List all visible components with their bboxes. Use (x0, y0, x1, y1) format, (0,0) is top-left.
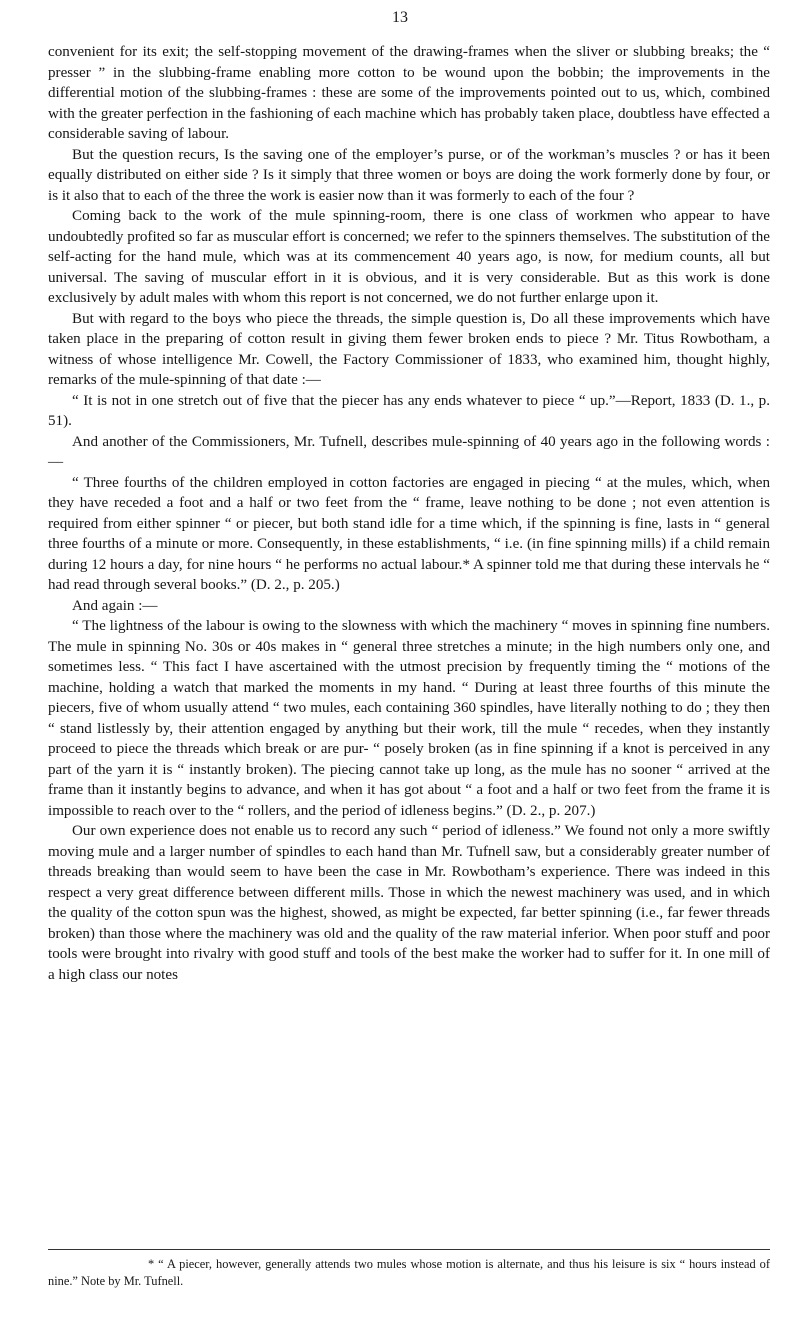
quotation-tufnell-2: “ The lightness of the labour is owing to the slowness with which the machinery “ moves in spinning fine numbers. The mule in spinning No. 30s or 40s makes in “ general three stretches a minute; in the high numbers only one, and sometimes less. “ This fact I have ascertained with the utmost precision by frequently timing the “ motions of the machine, holding a watch that marked the moments in my hand. “ During at least three fourths of this minute the piecers, five of whom usually attend “ two mules, each containing 360 spindles, have literally nothing to do ; they then “ stand listlessly by, their attention engaged by anything but their work, till the mule “ recedes, when they instantly proceed to piece the threads which break or are pur- “ posely broken (as in fine spinning if a knot is perceived in any part of the yarn it is “ instantly broken). The piecing cannot take up long, as the mule has no sooner “ arrived at the frame than it instantly begins to advance, and when it has got about “ a foot and a half or two feet from the frame it is impossible to reach over to the “ rollers, and the period of idleness begins.” (D. 2., p. 207.) (48, 618, 770, 819)
paragraph-1: convenient for its exit; the self-stopping movement of the drawing-frames when the sliver or slubbing breaks; the “ presser ” in the slubbing-frame enabling more cotton to be wound upon the bobbin; the improvements in the differential motion of the slubbing-frames : these are some of the improvements pointed out to us, which, combined with the greater perfection in the fashioning of each machine which has probably taken place, doubtless have effected a considerable saving of labour. (48, 44, 770, 142)
quotation-rowbotham: “ It is not in one stretch out of five that the piecer has any ends whatever to piece “ up.”—Report, 1833 (D. 1., p. 51). (48, 392, 770, 429)
paragraph-3: Coming back to the work of the mule spinning-room, there is one class of workmen who appear to have undoubtedly profited so far as muscular effort is concerned; we refer to the spinners themselves. The substitution of the self-acting for the hand mule, which was at its commencement 40 years ago, is now, for medium counts, all but universal. The saving of muscular effort in it is obvious, and it is very considerable. But as this work is done exclusively by adult males with whom this report is not concerned, we do not further enlarge upon it. (48, 208, 770, 306)
footnote-text: * “ A piecer, however, generally attends two mules whose motion is alternate, and thus his leisure is six “ hours instead of nine.” Note by Mr. Tufnell. (48, 1257, 770, 1288)
paragraph-2: But the question recurs, Is the saving one of the employer’s purse, or of the workman’s muscles ? or has it been equally distributed on either side ? Is it simply that three women or boys are doing the work formerly done by four, or is it also that to each of the three the work is easier now than it was formerly to each of the four ? (48, 146, 770, 204)
paragraph-5: And another of the Commissioners, Mr. Tufnell, describes mule-spinning of 40 years ago in the following words :— (48, 433, 770, 470)
paragraph-7: Our own experience does not enable us to record any such “ period of idleness.” We found not only a more swiftly moving mule and a larger number of spindles to each hand than Mr. Tufnell saw, but a considerably greater number of threads breaking than would seem to have been the case in Mr. Rowbotham’s experience. There was indeed in this respect a very great difference between different mills. Those in which the newest machinery was used, and in which the quality of the cotton spun was the highest, showed, as might be expected, far better spinning (i.e., far fewer threads broken) than those where the machinery was old and the quality of the raw material inferior. When poor stuff and poor tools were brought into rivalry with good stuff and tools of the best make the worker had to suffer for it. In one mill of a high class our notes (48, 823, 770, 983)
body-text (48, 42, 770, 985)
paragraph-6: And again :— (72, 597, 158, 614)
page-number: 13 (392, 9, 408, 26)
footnote-divider (48, 1249, 770, 1250)
footnote (48, 1256, 770, 1290)
paragraph-4: But with regard to the boys who piece the threads, the simple question is, Do all these improvements which have taken place in the preparing of cotton result in giving them fewer broken ends to piece ? Mr. Titus Rowbotham, a witness of whose intelligence Mr. Cowell, the Factory Commissioner of 1833, who examined him, thought highly, remarks of the mule-spinning of that date :— (48, 310, 770, 388)
quotation-tufnell-1: “ Three fourths of the children employed in cotton factories are engaged in piecing “ at the mules, which, when they have receded a foot and a half or two feet from the “ frame, leave nothing to be done ; not even attention is required from either spinner “ or piecer, but both stand idle for a time which, if the spinning is fine, lasts in “ general three fourths of a minute or more. Consequently, in these establishments, “ i.e. (in fine spinning mills) if a child remain during 12 hours a day, for nine hours “ he performs no actual labour.* A spinner told me that during these intervals he “ had read through several books.” (D. 2., p. 205.) (48, 474, 770, 593)
